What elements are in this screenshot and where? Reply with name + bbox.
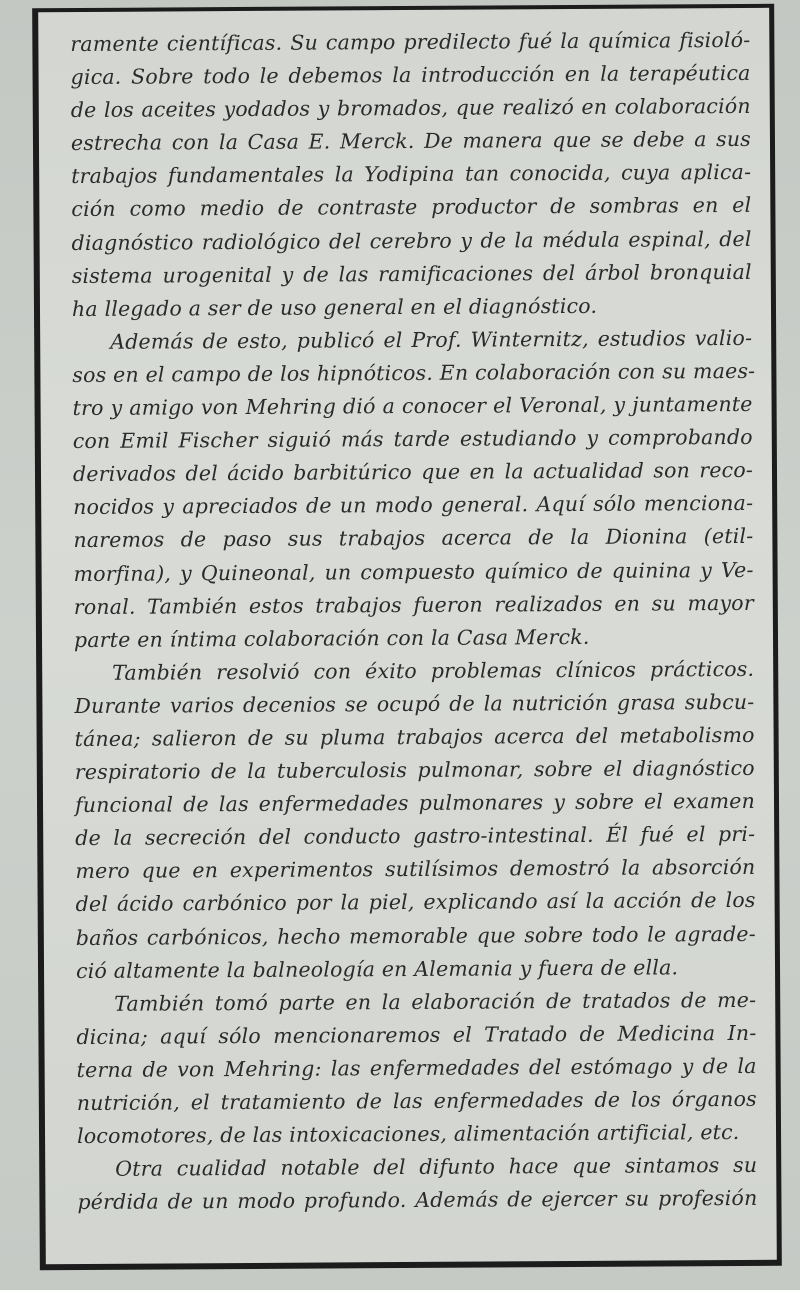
text-line: mero que en experimentos sutilísimos demostró la absorción [75,855,756,884]
text-line: de los aceites yodados y bromados, que realizó en colaboración [70,94,751,123]
text-line: derivados del ácido barbitúrico que en la actualidad son reco- [72,458,754,487]
text-line: parte en íntima colaboración con la Casa Merck. [73,624,590,652]
text-line: morfina), y Quineonal, un compuesto químico de quinina y Ve- [73,557,754,586]
body-text [70,24,757,1220]
text-line: sistema urogenital y de las ramificaciones del árbol bronquial [71,259,752,288]
text-line: También tomó parte en la elaboración de tratados de me- [114,987,757,1016]
text-line: diagnóstico radiológico del cerebro y de la médula espinal, del [71,226,752,255]
text-line: tro y amigo von Mehring dió a conocer el Veronal, y juntamente [72,391,753,421]
text-line: dicina; aquí sólo mencionaremos el Tratado de Medicina In- [76,1020,757,1049]
text-line: tánea; salieron de su pluma trabajos acerca del metabolismo [74,722,755,752]
text-line: nutrición, el tratamiento de las enfermedades de los órganos [76,1086,757,1116]
text-line: Durante varios decenios se ocupó de la nutrición grasa subcu- [74,689,755,718]
text-line: ronal. También estos trabajos fueron realizados en su mayor [73,590,754,619]
text-line: estrecha con la Casa E. Merck. De manera que se debe a sus [70,127,752,156]
text-line: respiratorio de la tuberculosis pulmonar, sobre el diagnóstico [74,755,755,785]
text-line: con Emil Fischer siguió más tarde estudiando y comprobando [72,425,753,454]
text-line: terna de von Mehring: las enfermedades del estómago y de la [76,1053,757,1082]
text-line: Además de esto, publicó el Prof. Winternitz, estudios valio- [110,325,753,354]
text-line: del ácido carbónico por la piel, explicando así la acción de los [75,888,756,917]
text-line: de la secreción del conducto gastro-intestinal. Él fué el pri- [75,822,756,851]
text-line: baños carbónicos, hecho memorable que sobre todo le agrade- [75,921,756,950]
text-line: trabajos fundamentales la Yodipina tan conocida, cuya aplica- [71,160,752,189]
text-line: locomotores, de las intoxicaciones, alimentación artificial, etc. [76,1120,740,1149]
text-line: nocidos y apreciados de un modo general. Aquí sólo menciona- [73,491,754,520]
text-line: Otra cualidad notable del difunto hace que sintamos su [115,1153,758,1181]
text-line: ció altamente la balneología en Alemania y fuera de ella. [75,954,679,983]
text-line: También resolvió con éxito problemas clínicos prácticos. [112,656,755,685]
document-page [32,4,782,1271]
text-line: ha llegado a ser de uso general en el diagnóstico. [71,293,598,321]
text-line: gica. Sobre todo le debemos la introducción en la terapéutica [70,60,751,90]
text-line: pérdida de un modo profundo. Además de ejercer su profesión [77,1186,758,1215]
text-line: ramente científicas. Su campo predilecto fué la química fisioló- [70,27,751,57]
text-line: sos en el campo de los hipnóticos. En colaboración con su maes- [72,358,756,387]
text-line: naremos de paso sus trabajos acerca de la Dionina (etil- [73,524,754,553]
text-line: ción como medio de contraste productor de sombras en el [71,193,752,222]
text-line: funcional de las enfermedades pulmonares y sobre el examen [74,789,756,818]
